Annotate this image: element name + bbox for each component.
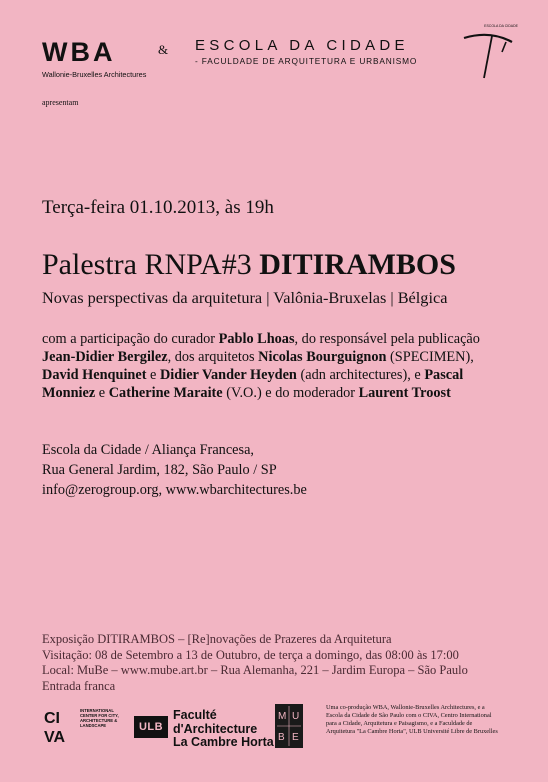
participant-name: David Henquinet	[42, 367, 147, 383]
venue-line-2: Rua General Jardim, 182, São Paulo / SP	[42, 462, 277, 478]
text-span: (SPECIMEN),	[386, 349, 474, 365]
exhibition-line-2: Visitação: 08 de Setembro a 13 de Outubro, de terça a domingo, das 08:00 às 17:00	[42, 647, 459, 662]
civa-text: INTERNATIONAL CENTER FOR CITY, ARCHITECTURE & LANDSCAPE	[80, 708, 119, 728]
exhibition-line-1: Exposição DITIRAMBOS – [Re]novações de Prazeres da Arquitetura	[42, 632, 392, 646]
coprod-line-4: Arquitetura "La Cambre Horta", ULB Université Libre de Bruxelles	[326, 728, 498, 735]
civa-letters-bottom: VA	[44, 729, 66, 745]
participant-name: Pablo Lhoas	[218, 331, 295, 347]
participants-line-1	[42, 330, 522, 348]
mube-letter: M	[278, 711, 287, 722]
event-title	[42, 248, 456, 282]
participant-name: Jean-Didier Bergilez	[42, 349, 168, 365]
participants-line-4	[42, 384, 522, 402]
exhibition-line-3: Local: MuBe – www.mube.art.br – Rua Alemanha, 221 – Jardim Europa – São Paulo	[42, 663, 468, 677]
text-span: (adn architectures), e	[296, 367, 425, 383]
text-span: com a participação do curador	[42, 331, 219, 347]
participant-name: Pascal	[424, 367, 464, 383]
venue-contact[interactable]: info@zerogroup.org, www.wbarchitectures.be	[42, 482, 307, 498]
ulb-line-1: Faculté	[173, 708, 217, 722]
text-span: (V.O.) e do moderador	[222, 385, 359, 401]
ulb-line-2: d'Architecture	[173, 721, 258, 736]
venue-block	[42, 440, 307, 500]
participant-name: Nicolas Bourguignon	[258, 349, 387, 365]
presenting-label: apresentam	[42, 98, 79, 107]
mube-letter: E	[292, 732, 299, 743]
civa-letters-top: CI	[44, 710, 60, 727]
coproduction-credits	[326, 704, 522, 736]
exhibition-line-4: Entrada franca	[42, 678, 116, 693]
participant-name: Monniez	[42, 385, 96, 401]
participants-line-2	[42, 348, 522, 366]
ulb-line-3: La Cambre Horta	[173, 735, 274, 749]
coprod-line-1: Uma co-produção WBA, Wallonie-Bruxelles Architectures, e a	[326, 704, 485, 711]
event-title-prefix: Palestra RNPA#3	[42, 248, 260, 281]
coprod-line-3: para a Cidade, Arquitetura e Paisagismo, e a Faculdade de	[326, 720, 473, 727]
civa-logo-icon	[42, 707, 78, 745]
wba-logo: WBA	[42, 37, 116, 67]
text-span: , dos arquitetos	[167, 349, 259, 365]
mube-letter: B	[278, 732, 285, 743]
wba-subtitle: Wallonie-Bruxelles Architectures	[42, 70, 147, 79]
text-span: e	[95, 385, 109, 401]
event-title-bold: DITIRAMBOS	[259, 248, 456, 281]
participant-name: Catherine Maraite	[108, 385, 223, 401]
escola-logo-icon	[462, 28, 516, 80]
ulb-logo	[134, 716, 168, 738]
mube-logo-icon	[275, 704, 303, 748]
ulb-label: ULB	[138, 721, 164, 733]
ampersand: &	[158, 42, 169, 57]
event-date: Terça-feira 01.10.2013, às 19h	[42, 197, 274, 218]
participant-name: Didier Vander Heyden	[159, 367, 297, 383]
participants-line-3	[42, 366, 522, 384]
venue-line-1: Escola da Cidade / Aliança Francesa,	[42, 442, 254, 458]
participant-name: Laurent Troost	[358, 385, 451, 401]
coprod-line-2: Escola da Cidade de São Paulo com o CIVA, Centro International	[326, 712, 492, 719]
escola-subtitle: - FACULDADE DE ARQUITETURA E URBANISMO	[195, 56, 418, 66]
mube-letter: U	[292, 711, 300, 722]
ulb-faculty-text	[173, 709, 274, 750]
text-span: e	[146, 367, 160, 383]
participants-paragraph	[42, 330, 522, 402]
event-subtitle: Novas perspectivas da arquitetura | Valônia-Bruxelas | Bélgica	[42, 288, 448, 307]
escola-title: ESCOLA DA CIDADE	[195, 37, 409, 54]
escola-mark-text: ESCOLA DA CIDADE	[484, 24, 518, 28]
exhibition-block	[42, 632, 468, 694]
text-span: , do responsável pela publicação	[294, 331, 480, 347]
